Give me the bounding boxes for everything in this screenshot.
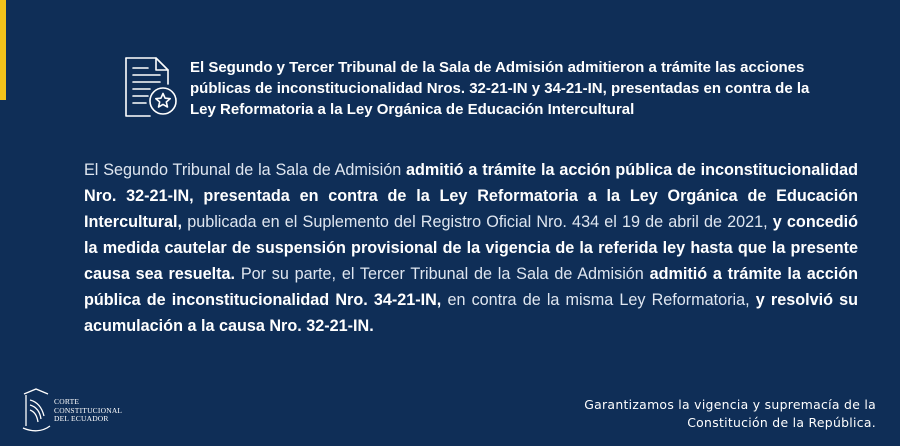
document-star-icon	[120, 54, 180, 120]
logo-line: CORTE	[54, 397, 80, 406]
slogan	[476, 396, 876, 432]
slogan-line: Constitución de la República.	[687, 415, 876, 430]
logo-line: CONSTITUCIONAL	[54, 405, 123, 415]
body-text-segment: en contra de la misma Ley Reformatoria,	[441, 291, 756, 309]
body-text-segment: publicada en el Suplemento del Registro Oficial Nro. 434 el 19 de abril de 2021,	[182, 213, 773, 231]
body-text-segment: Por su parte, el Tercer Tribunal de la Sala de Admisión	[235, 265, 650, 283]
header	[118, 52, 838, 132]
body-text-segment: El Segundo Tribunal de la Sala de Admisión	[84, 161, 407, 179]
body-bold-segment: y resolvió su acumulación a la causa Nro. 32-21-IN.	[84, 291, 858, 335]
accent-bar	[0, 0, 6, 100]
headline: El Segundo y Tercer Tribunal de la Sala de Admisión admitieron a trámite las acciones públicas de inconstitucionalidad Nros. 32-21-IN y 34-21-IN, presentadas en contra de la Ley Reformatoria a la Ley Orgánica de Educación Intercultural	[190, 59, 810, 118]
body-bold-segment: y concedió la medida cautelar de suspensión provisional de la vigencia de la referida ley hasta que la presente causa sea resuelta.	[84, 213, 858, 283]
body-bold-segment: admitió a trámite la acción pública de inconstitucionalidad Nro. 32-21-IN, presentada en contra de la Ley Reformatoria a la Ley Orgánica de Educación Intercultural,	[84, 161, 858, 231]
logo-text	[54, 398, 122, 424]
body-paragraph	[84, 157, 858, 339]
slogan-line: Garantizamos la vigencia y supremacía de la	[584, 397, 876, 412]
body-bold-segment: admitió a trámite la acción pública de inconstitucionalidad Nro. 34-21-IN,	[84, 265, 858, 309]
logo-line: DEL ECUADOR	[54, 414, 109, 423]
corte-constitucional-logo-icon	[20, 386, 52, 434]
court-logo	[20, 386, 140, 436]
